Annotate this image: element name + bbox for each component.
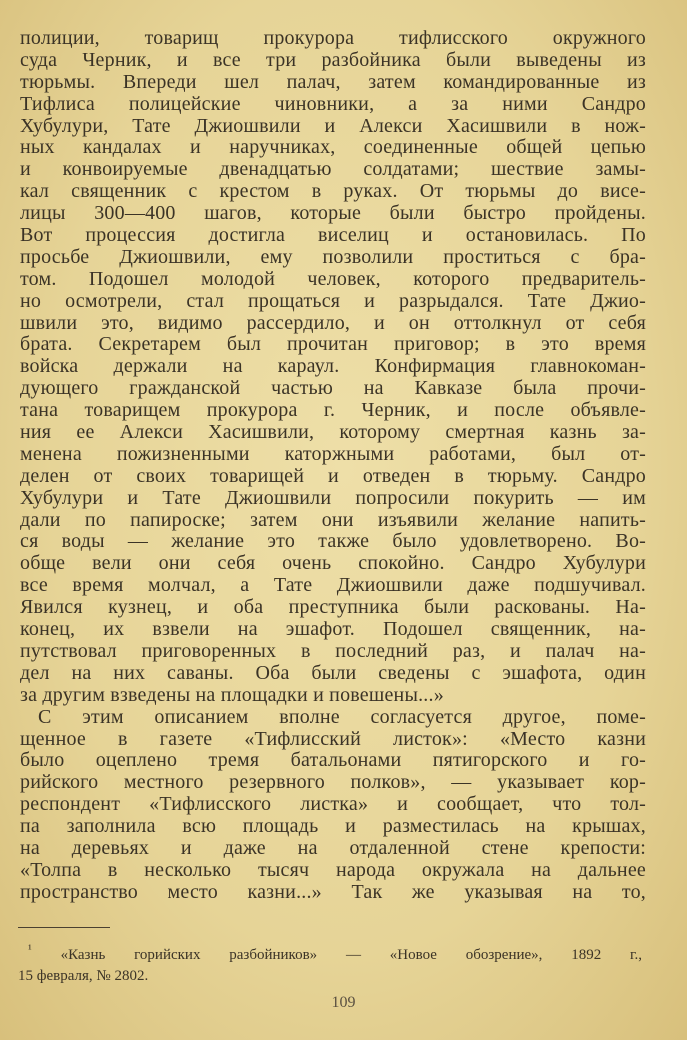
text-line: ся воды — желание это также было удовлетворено. Во- [20,530,646,553]
text-line: Хубулури, Тате Джиошвили и Алекси Хасишвили в нож- [20,114,646,137]
text-line: Вот процессия достигла виселиц и остановилась. По [20,224,646,247]
text-line: па заполнила всю площадь и разместилась на крышах, [20,815,646,838]
footnote [18,939,642,987]
text-line: суда Черник, и все три разбойника были выведены из [20,48,646,71]
text-line: Явился кузнец, и оба преступника были раскованы. На- [20,596,646,619]
footnote-line-1 [18,939,642,966]
text-line: обще вели они себя очень спокойно. Сандро Хубулури [20,552,646,575]
text-line: лицы 300—400 шагов, которые были быстро пройдены. [20,202,646,225]
text-line: швили это, видимо рассердило, и он оттолкнул от себя [20,311,646,334]
text-line: щенное в газете «Тифлисский листок»: «Место казни [20,727,646,750]
text-line: но осмотрели, стал прощаться и разрыдался. Тате Джио- [20,289,646,312]
text-line: рийского местного резервного полков», — указывает кор- [20,771,646,794]
text-line: было оцеплено тремя батальонами пятигорского и го- [20,749,646,772]
footnote-text: «Казнь горийских разбойников» — «Новое обозрение», 1892 г., [60,947,642,963]
footnote-line-2: 15 февраля, № 2802. [18,968,149,984]
text-line: респондент «Тифлисского листка» и сообщает, что тол- [20,793,646,816]
text-line: полиции, товарищ прокурора тифлисского окружного [20,27,646,49]
text-line: пространство место казни...» Так же указывая на то, [20,880,646,903]
text-line: дел на них саваны. Оба были сведены с эшафота, один [20,661,646,684]
text-line: С этим описанием вполне согласуется другое, поме- [38,705,646,728]
text-line: ния ее Алекси Хасишвили, которому смертная казнь за- [20,421,646,444]
page-number: 109 [331,994,356,1011]
text-line: и конвоируемые двенадцатью солдатами; шествие замы- [20,158,646,181]
text-line: просьбе Джиошвили, ему позволили проститься с бра- [20,245,646,268]
text-line: том. Подошел молодой человек, которого предваритель- [20,267,646,290]
text-line: войска держали на караул. Конфирмация главнокоман- [20,355,646,378]
text-line: брата. Секретарем был прочитан приговор; в это время [20,333,646,356]
text-line: тана товарищем прокурора г. Черник, и после объявле- [20,399,646,422]
text-line: за другим взведены на площадки и повешены...» [20,683,444,706]
text-line: на деревьях и даже на отдаленной стене крепости: [20,836,646,859]
text-line: менена пожизненными каторжными работами, был от- [20,442,646,465]
text-line: все время молчал, а Тате Джиошвили даже подшучивал. [20,574,646,597]
text-line: кал священник с крестом в руках. От тюрьмы до висе- [20,180,646,203]
text-line: «Толпа в несколько тысяч народа окружала на дальнее [20,858,646,881]
text-line: тюрьмы. Впереди шел палач, затем командированные из [20,70,646,93]
text-line: дали по папироске; затем они изъявили желание напить- [20,508,646,531]
text-line: конец, их взвели на эшафот. Подошел священник, на- [20,618,646,641]
footnote-marker: ¹ [28,942,32,956]
text-line: дующего гражданской частью на Кавказе была прочи- [20,377,646,400]
text-line: Тифлиса полицейские чиновники, а за ними Сандро [20,92,646,115]
text-line: делен от своих товарищей и отведен в тюрьму. Сандро [20,464,646,487]
text-line: путствовал приговоренных в последний раз, и палач на- [20,639,646,662]
body-text [20,28,646,904]
footnote-divider [18,927,110,928]
text-line: ных кандалах и наручниках, соединенные общей цепью [20,136,646,159]
text-line: Хубулури и Тате Джиошвили попросили покурить — им [20,486,646,509]
